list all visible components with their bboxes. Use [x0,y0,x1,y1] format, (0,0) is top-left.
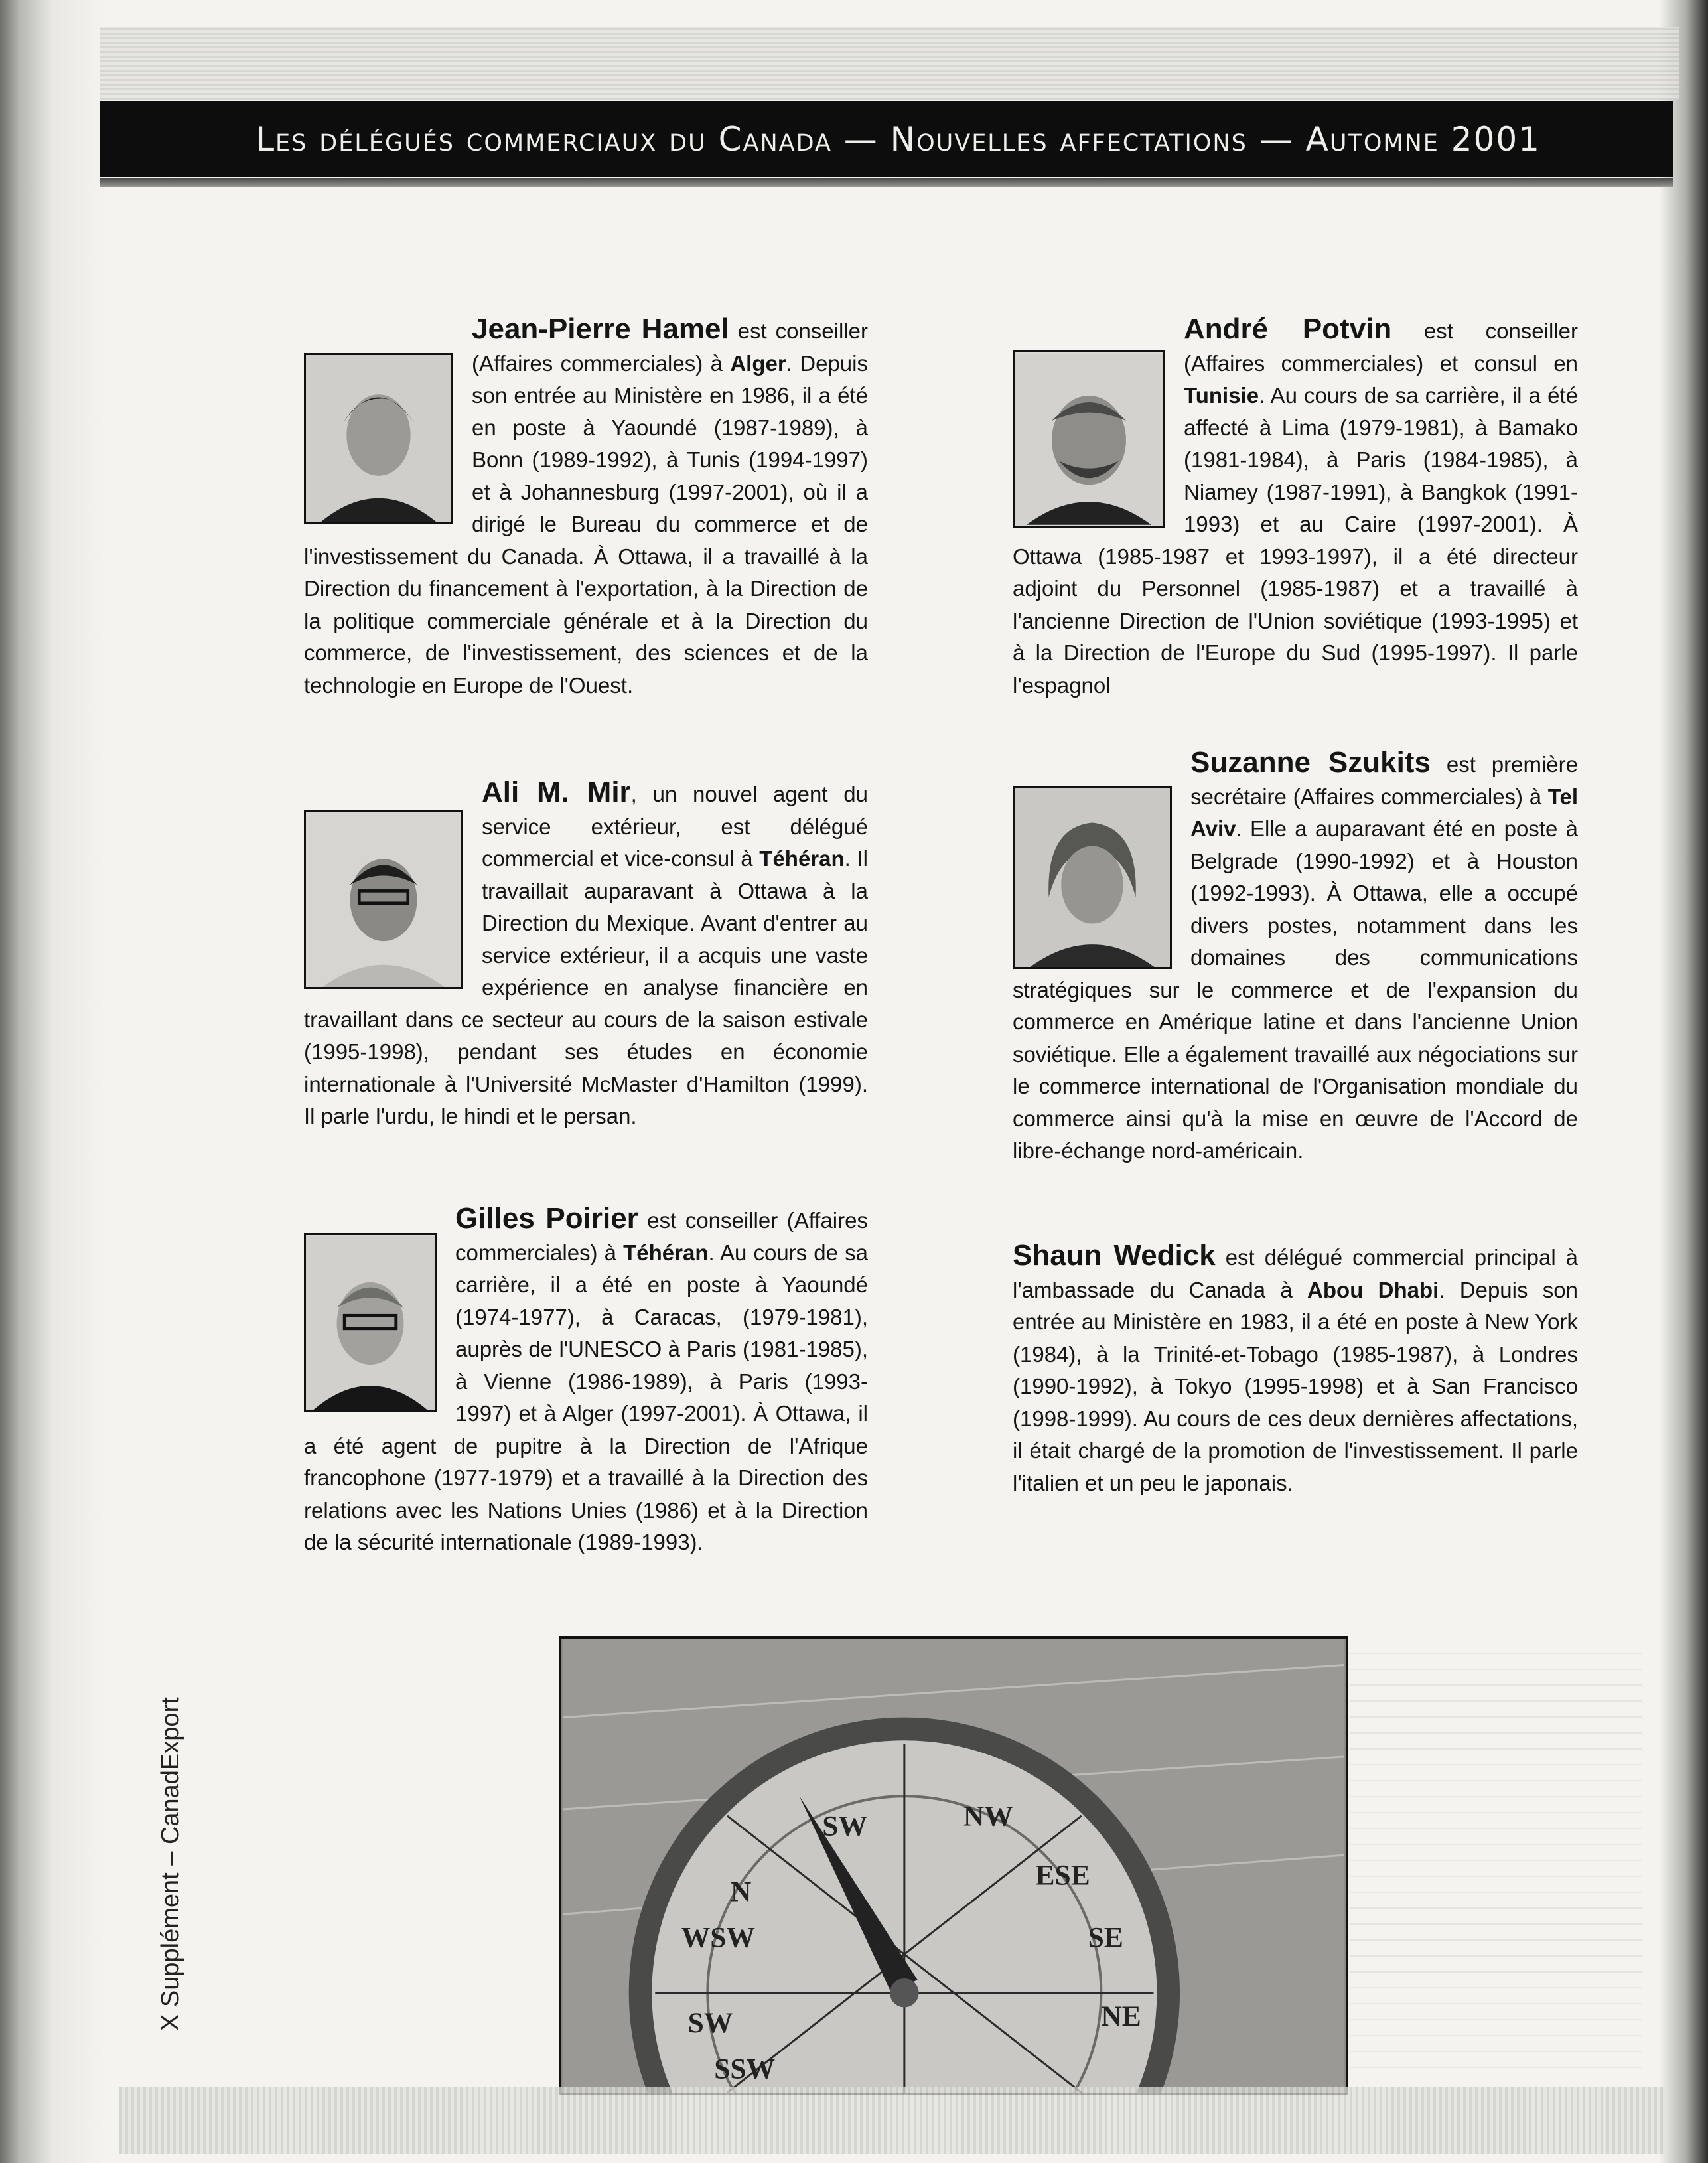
compass-label: SSW [714,2053,776,2085]
entry-gilles-poirier [304,1203,868,1559]
entry-intro: est conseiller (Affaires commerciales) à [472,319,868,376]
entry-intro: , un nouvel agent du service extérieur, est délégué commercial et vice-consul à [482,782,868,871]
compass-label: NW [963,1800,1013,1832]
posting-city: Alger [730,350,786,376]
entry-jean-pierre-hamel [304,313,868,702]
portrait-icon [306,355,451,522]
entry-body: . Depuis son entrée au Ministère en 1986, il a été en poste à Yaoundé (1987-1989), à Bonn (1989-1992), à Tunis (1994-1997) et à Johannesburg (1997-2001), où il a dirigé le Bureau du commerce et de l'investissement du Canada. À Ottawa, il a travaillé à la Direction du financement à l'exportation, à la Direction de la politique commerciale générale et à la Direction du commerce, de l'investissement, des sciences et de la technologie en Europe de l'Ouest. [304,350,868,698]
scan-noise-right-of-image [1350,1651,1642,2083]
posting-city: Abou Dhabi [1307,1277,1439,1302]
scan-edge-shadow [1659,0,1708,2163]
portrait-icon [1015,788,1170,967]
scan-noise-bottom [119,2087,1666,2154]
person-name: André Potvin [1184,313,1392,345]
entry-shaun-wedick [1013,1240,1578,1499]
compass-icon [561,1639,1346,2093]
posting-city: Téhéran [623,1240,709,1265]
compass-label: SW [687,2007,733,2040]
header-rule [100,178,1673,187]
person-name: Gilles Poirier [455,1202,638,1234]
compass-label: NE [1101,2000,1141,2033]
entry-body: . Au cours de sa carrière, il a été en poste à Yaoundé (1974-1977), à Caracas, (1979-1981), auprès de l'UNESCO à Paris (1981-1985), à Vienne (1986-1989), à Paris (1993-1997) et à Alger (1997-2001). À Ottawa, il a été agent de pupitre à la Direction de l'Afrique francophone (1977-1979) et a travaillé à la Direction des relations avec les Nations Unies (1986) et à la Direction de la sécurité internationale (1989-1993). [304,1240,868,1554]
scan-binding-shadow [0,0,113,2163]
entry-body: . Au cours de sa carrière, il a été affecté à Lima (1979-1981), à Bamako (1981-1984), à Paris (1984-1985), à Niamey (1987-1991), à Bangkok (1991-1993) et au Caire (1997-2001). À Ottawa (1985-1987 et 1993-1997), il a été directeur adjoint du Personnel (1985-1987) et a travaillé à l'ancienne Direction de l'Union soviétique (1993-1995) et à la Direction de l'Europe du Sud (1995-1997). Il parle l'espagnol [1013,383,1578,698]
person-name: Suzanne Szukits [1190,746,1431,779]
portrait-photo [304,1233,437,1412]
person-name: Ali M. Mir [482,776,631,808]
portrait-photo [304,353,453,524]
portrait-icon [1015,352,1163,526]
entry-andre-potvin [1013,313,1578,702]
portrait-photo [1013,786,1172,969]
header-band [100,101,1673,177]
header-title: Les délégués commerciaux du Canada — Nouvelles affectations — Automne 2001 [255,119,1541,159]
entry-body: . Depuis son entrée au Ministère en 1983, il a été en poste à New York (1984), à la Trinité-et-Tobago (1985-1987), à Londres (1990-1992), à Tokyo (1995-1998) et à San Francisco (1998-1999). Au cours de ces deux dernières affectations, il était chargé de la promotion de l'investissement. Il parle l'italien et un peu le japonais. [1013,1277,1578,1495]
entry-suzanne-szukits [1013,747,1578,1167]
entry-body: . Elle a auparavant été en poste à Belgrade (1990-1992) et à Houston (1992-1993). À Ottawa, elle a occupé divers postes, notamment dans les domaines des communications stratégiques sur le commerce et de l'expansion du commerce en Amérique latine et dans l'ancienne Union soviétique. Elle a également travaillé aux négociations sur le commerce international de l'Organisation mondiale du commerce ainsi qu'à la mise en œuvre de l'Accord de libre-échange nord-américain. [1013,816,1578,1163]
posting-city: Tunisie [1184,383,1259,408]
entry-intro: est délégué commercial principal à l'ambassade du Canada à [1013,1245,1578,1302]
compass-label: N [730,1876,752,1908]
compass-image [559,1636,1348,2095]
portrait-icon [306,812,461,987]
compass-label: ESE [1035,1859,1090,1892]
footer-side-label: X Supplément – CanadExport [157,1697,184,2031]
posting-city: Tel Aviv [1190,784,1578,841]
compass-label: SE [1088,1921,1123,1954]
entry-intro: est première secrétaire (Affaires commerciales) à [1190,752,1578,809]
entry-ali-m-mir [304,777,868,1133]
posting-city: Téhéran [759,846,845,871]
portrait-photo [304,810,463,989]
entry-intro: est conseiller (Affaires commerciales) et consul en [1184,319,1578,376]
compass-label: WSW [681,1921,755,1954]
person-name: Shaun Wedick [1013,1239,1216,1272]
scan-noise-top [100,27,1679,100]
compass-label: SW [822,1810,867,1842]
portrait-photo [1013,350,1165,528]
portrait-icon [306,1235,435,1410]
entry-intro: est conseiller (Affaires commerciales) à [455,1208,868,1265]
person-name: Jean-Pierre Hamel [472,313,729,345]
entry-body: . Il travaillait auparavant à Ottawa à la Direction du Mexique. Avant d'entrer au service extérieur, il a acquis une vaste expérience en analyse financière en travaillant dans ce secteur au cours de la saison estivale (1995-1998), pendant ses études en économie internationale à l'Université McMaster d'Hamilton (1999). Il parle l'urdu, le hindi et le persan. [304,846,868,1128]
